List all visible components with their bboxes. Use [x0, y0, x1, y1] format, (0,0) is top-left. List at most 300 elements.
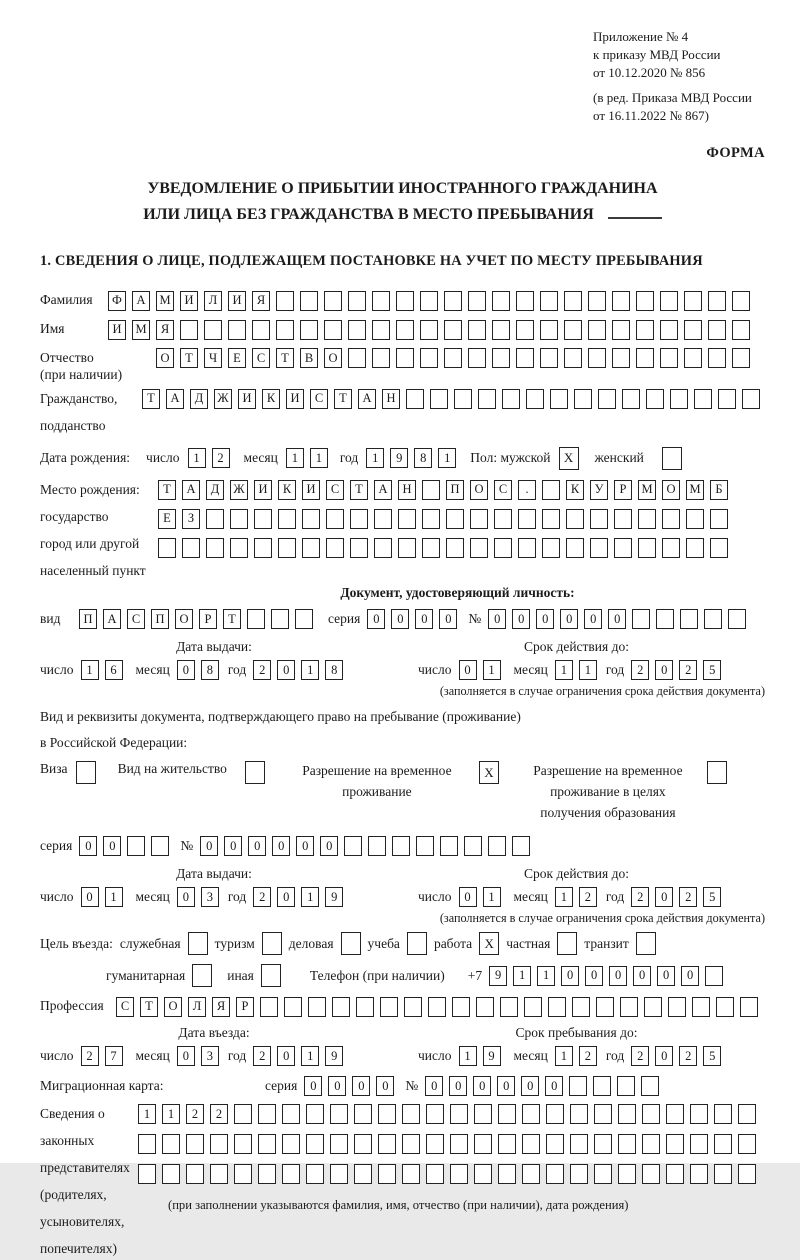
- char-cell[interactable]: И: [108, 320, 126, 340]
- char-cell[interactable]: С: [310, 389, 328, 409]
- char-cell[interactable]: 0: [376, 1076, 394, 1096]
- purpose-study-checkbox[interactable]: [407, 932, 427, 955]
- char-cell[interactable]: К: [262, 389, 280, 409]
- char-cell[interactable]: [282, 1134, 300, 1154]
- char-cell[interactable]: [614, 509, 632, 529]
- char-cell[interactable]: 0: [304, 1076, 322, 1096]
- char-cell[interactable]: [494, 538, 512, 558]
- char-cell[interactable]: [690, 1164, 708, 1184]
- char-cell[interactable]: 0: [81, 887, 99, 907]
- char-cell[interactable]: Т: [223, 609, 241, 629]
- char-cell[interactable]: 9: [390, 448, 408, 468]
- char-cell[interactable]: [278, 509, 296, 529]
- char-cell[interactable]: С: [127, 609, 145, 629]
- char-cell[interactable]: 8: [414, 448, 432, 468]
- char-cell[interactable]: 2: [631, 660, 649, 680]
- purpose-work-checkbox[interactable]: X: [479, 932, 499, 955]
- char-cell[interactable]: 2: [579, 1046, 597, 1066]
- char-cell[interactable]: [254, 538, 272, 558]
- char-cell[interactable]: [522, 1134, 540, 1154]
- char-cell[interactable]: [617, 1076, 635, 1096]
- purpose-business-checkbox[interactable]: [341, 932, 361, 955]
- char-cell[interactable]: 0: [248, 836, 266, 856]
- char-cell[interactable]: 0: [177, 660, 195, 680]
- char-cell[interactable]: У: [590, 480, 608, 500]
- char-cell[interactable]: 1: [579, 660, 597, 680]
- char-cell[interactable]: 8: [201, 660, 219, 680]
- char-cell[interactable]: [206, 509, 224, 529]
- char-cell[interactable]: [282, 1164, 300, 1184]
- char-cell[interactable]: 0: [609, 966, 627, 986]
- char-cell[interactable]: [714, 1134, 732, 1154]
- char-cell[interactable]: 0: [681, 966, 699, 986]
- char-cell[interactable]: [440, 836, 458, 856]
- char-cell[interactable]: [620, 997, 638, 1017]
- char-cell[interactable]: Я: [212, 997, 230, 1017]
- char-cell[interactable]: 0: [488, 609, 506, 629]
- char-cell[interactable]: [282, 1104, 300, 1124]
- purpose-humanitarian-checkbox[interactable]: [192, 964, 212, 987]
- char-cell[interactable]: [354, 1104, 372, 1124]
- char-cell[interactable]: 1: [162, 1104, 180, 1124]
- char-cell[interactable]: [680, 609, 698, 629]
- char-cell[interactable]: Р: [199, 609, 217, 629]
- char-cell[interactable]: [230, 509, 248, 529]
- char-cell[interactable]: А: [358, 389, 376, 409]
- char-cell[interactable]: [512, 836, 530, 856]
- char-cell[interactable]: [402, 1164, 420, 1184]
- char-cell[interactable]: Я: [156, 320, 174, 340]
- sex-male-checkbox[interactable]: X: [559, 447, 579, 470]
- char-cell[interactable]: 2: [253, 887, 271, 907]
- char-cell[interactable]: [474, 1134, 492, 1154]
- char-cell[interactable]: [666, 1134, 684, 1154]
- char-cell[interactable]: [284, 997, 302, 1017]
- char-cell[interactable]: 0: [473, 1076, 491, 1096]
- char-cell[interactable]: [708, 291, 726, 311]
- char-cell[interactable]: 1: [366, 448, 384, 468]
- char-cell[interactable]: 0: [657, 966, 675, 986]
- char-cell[interactable]: И: [238, 389, 256, 409]
- char-cell[interactable]: [548, 997, 566, 1017]
- char-cell[interactable]: [714, 1104, 732, 1124]
- char-cell[interactable]: 0: [367, 609, 385, 629]
- char-cell[interactable]: [660, 291, 678, 311]
- char-cell[interactable]: Р: [236, 997, 254, 1017]
- char-cell[interactable]: 0: [79, 836, 97, 856]
- char-cell[interactable]: Т: [276, 348, 294, 368]
- char-cell[interactable]: 1: [555, 660, 573, 680]
- char-cell[interactable]: П: [446, 480, 464, 500]
- char-cell[interactable]: [234, 1104, 252, 1124]
- char-cell[interactable]: [210, 1164, 228, 1184]
- char-cell[interactable]: [564, 348, 582, 368]
- char-cell[interactable]: 0: [608, 609, 626, 629]
- char-cell[interactable]: [588, 320, 606, 340]
- char-cell[interactable]: [524, 997, 542, 1017]
- char-cell[interactable]: [632, 609, 650, 629]
- char-cell[interactable]: О: [175, 609, 193, 629]
- char-cell[interactable]: [276, 320, 294, 340]
- char-cell[interactable]: [392, 836, 410, 856]
- char-cell[interactable]: [642, 1134, 660, 1154]
- char-cell[interactable]: [542, 538, 560, 558]
- char-cell[interactable]: 0: [633, 966, 651, 986]
- char-cell[interactable]: [642, 1164, 660, 1184]
- char-cell[interactable]: [468, 348, 486, 368]
- char-cell[interactable]: [378, 1104, 396, 1124]
- char-cell[interactable]: [396, 291, 414, 311]
- char-cell[interactable]: [416, 836, 434, 856]
- char-cell[interactable]: [526, 389, 544, 409]
- char-cell[interactable]: [422, 538, 440, 558]
- char-cell[interactable]: [300, 291, 318, 311]
- rvp-checkbox[interactable]: X: [479, 761, 499, 784]
- char-cell[interactable]: 2: [631, 1046, 649, 1066]
- char-cell[interactable]: Л: [188, 997, 206, 1017]
- char-cell[interactable]: [406, 389, 424, 409]
- char-cell[interactable]: 9: [489, 966, 507, 986]
- char-cell[interactable]: [186, 1134, 204, 1154]
- char-cell[interactable]: 0: [439, 609, 457, 629]
- char-cell[interactable]: [588, 348, 606, 368]
- char-cell[interactable]: [426, 1164, 444, 1184]
- char-cell[interactable]: [450, 1164, 468, 1184]
- char-cell[interactable]: [612, 291, 630, 311]
- char-cell[interactable]: [430, 389, 448, 409]
- char-cell[interactable]: [234, 1164, 252, 1184]
- char-cell[interactable]: [670, 389, 688, 409]
- char-cell[interactable]: [348, 348, 366, 368]
- char-cell[interactable]: .: [518, 480, 536, 500]
- char-cell[interactable]: [500, 997, 518, 1017]
- char-cell[interactable]: [476, 997, 494, 1017]
- char-cell[interactable]: 1: [459, 1046, 477, 1066]
- char-cell[interactable]: [684, 348, 702, 368]
- char-cell[interactable]: [468, 291, 486, 311]
- char-cell[interactable]: [593, 1076, 611, 1096]
- char-cell[interactable]: О: [470, 480, 488, 500]
- char-cell[interactable]: 1: [555, 887, 573, 907]
- char-cell[interactable]: [710, 509, 728, 529]
- char-cell[interactable]: [344, 836, 362, 856]
- char-cell[interactable]: [398, 538, 416, 558]
- char-cell[interactable]: [494, 509, 512, 529]
- char-cell[interactable]: [566, 538, 584, 558]
- char-cell[interactable]: С: [494, 480, 512, 500]
- char-cell[interactable]: [210, 1134, 228, 1154]
- char-cell[interactable]: [738, 1134, 756, 1154]
- char-cell[interactable]: [186, 1164, 204, 1184]
- char-cell[interactable]: [569, 1076, 587, 1096]
- char-cell[interactable]: 1: [483, 887, 501, 907]
- char-cell[interactable]: [127, 836, 145, 856]
- char-cell[interactable]: К: [278, 480, 296, 500]
- char-cell[interactable]: 0: [497, 1076, 515, 1096]
- char-cell[interactable]: С: [116, 997, 134, 1017]
- char-cell[interactable]: 1: [438, 448, 456, 468]
- char-cell[interactable]: А: [132, 291, 150, 311]
- char-cell[interactable]: [446, 538, 464, 558]
- char-cell[interactable]: [686, 538, 704, 558]
- char-cell[interactable]: 0: [391, 609, 409, 629]
- char-cell[interactable]: [470, 509, 488, 529]
- char-cell[interactable]: [326, 538, 344, 558]
- char-cell[interactable]: М: [686, 480, 704, 500]
- char-cell[interactable]: [354, 1164, 372, 1184]
- char-cell[interactable]: [378, 1134, 396, 1154]
- char-cell[interactable]: [302, 538, 320, 558]
- char-cell[interactable]: М: [132, 320, 150, 340]
- char-cell[interactable]: [550, 389, 568, 409]
- char-cell[interactable]: [180, 320, 198, 340]
- char-cell[interactable]: [372, 291, 390, 311]
- char-cell[interactable]: Я: [252, 291, 270, 311]
- char-cell[interactable]: 0: [521, 1076, 539, 1096]
- char-cell[interactable]: [618, 1104, 636, 1124]
- char-cell[interactable]: [138, 1134, 156, 1154]
- char-cell[interactable]: [332, 997, 350, 1017]
- char-cell[interactable]: [330, 1104, 348, 1124]
- char-cell[interactable]: 9: [325, 887, 343, 907]
- char-cell[interactable]: 0: [328, 1076, 346, 1096]
- char-cell[interactable]: [420, 320, 438, 340]
- char-cell[interactable]: 1: [286, 448, 304, 468]
- char-cell[interactable]: 2: [253, 1046, 271, 1066]
- char-cell[interactable]: 5: [703, 1046, 721, 1066]
- char-cell[interactable]: [642, 1104, 660, 1124]
- char-cell[interactable]: 1: [301, 1046, 319, 1066]
- char-cell[interactable]: [420, 291, 438, 311]
- char-cell[interactable]: [656, 609, 674, 629]
- char-cell[interactable]: [732, 291, 750, 311]
- char-cell[interactable]: 0: [352, 1076, 370, 1096]
- char-cell[interactable]: [374, 538, 392, 558]
- char-cell[interactable]: М: [638, 480, 656, 500]
- char-cell[interactable]: [450, 1134, 468, 1154]
- char-cell[interactable]: [234, 1134, 252, 1154]
- char-cell[interactable]: [404, 997, 422, 1017]
- char-cell[interactable]: А: [166, 389, 184, 409]
- char-cell[interactable]: [368, 836, 386, 856]
- char-cell[interactable]: К: [566, 480, 584, 500]
- char-cell[interactable]: О: [662, 480, 680, 500]
- char-cell[interactable]: 0: [536, 609, 554, 629]
- char-cell[interactable]: 5: [703, 660, 721, 680]
- char-cell[interactable]: [518, 538, 536, 558]
- char-cell[interactable]: С: [326, 480, 344, 500]
- char-cell[interactable]: [590, 509, 608, 529]
- char-cell[interactable]: [324, 320, 342, 340]
- char-cell[interactable]: Р: [614, 480, 632, 500]
- char-cell[interactable]: 2: [679, 887, 697, 907]
- char-cell[interactable]: 3: [201, 887, 219, 907]
- char-cell[interactable]: [444, 348, 462, 368]
- char-cell[interactable]: 2: [679, 1046, 697, 1066]
- char-cell[interactable]: З: [182, 509, 200, 529]
- char-cell[interactable]: Т: [350, 480, 368, 500]
- char-cell[interactable]: [622, 389, 640, 409]
- char-cell[interactable]: 0: [177, 887, 195, 907]
- char-cell[interactable]: [732, 320, 750, 340]
- char-cell[interactable]: [308, 997, 326, 1017]
- char-cell[interactable]: 0: [277, 660, 295, 680]
- char-cell[interactable]: [684, 320, 702, 340]
- char-cell[interactable]: [690, 1134, 708, 1154]
- char-cell[interactable]: [570, 1164, 588, 1184]
- char-cell[interactable]: 9: [483, 1046, 501, 1066]
- char-cell[interactable]: [324, 291, 342, 311]
- char-cell[interactable]: [708, 348, 726, 368]
- char-cell[interactable]: [636, 348, 654, 368]
- char-cell[interactable]: [450, 1104, 468, 1124]
- char-cell[interactable]: 0: [200, 836, 218, 856]
- char-cell[interactable]: 0: [560, 609, 578, 629]
- char-cell[interactable]: [372, 348, 390, 368]
- char-cell[interactable]: [662, 509, 680, 529]
- char-cell[interactable]: 2: [210, 1104, 228, 1124]
- char-cell[interactable]: [668, 997, 686, 1017]
- char-cell[interactable]: [666, 1164, 684, 1184]
- char-cell[interactable]: 1: [483, 660, 501, 680]
- char-cell[interactable]: 0: [545, 1076, 563, 1096]
- char-cell[interactable]: [428, 997, 446, 1017]
- char-cell[interactable]: И: [286, 389, 304, 409]
- purpose-other-checkbox[interactable]: [261, 964, 281, 987]
- char-cell[interactable]: [498, 1104, 516, 1124]
- char-cell[interactable]: [540, 320, 558, 340]
- char-cell[interactable]: [612, 348, 630, 368]
- char-cell[interactable]: [378, 1164, 396, 1184]
- char-cell[interactable]: Д: [190, 389, 208, 409]
- char-cell[interactable]: 2: [253, 660, 271, 680]
- char-cell[interactable]: [692, 997, 710, 1017]
- char-cell[interactable]: [718, 389, 736, 409]
- char-cell[interactable]: [488, 836, 506, 856]
- char-cell[interactable]: [258, 1134, 276, 1154]
- char-cell[interactable]: 0: [561, 966, 579, 986]
- char-cell[interactable]: О: [324, 348, 342, 368]
- char-cell[interactable]: [356, 997, 374, 1017]
- char-cell[interactable]: [618, 1164, 636, 1184]
- char-cell[interactable]: [422, 509, 440, 529]
- rvp-education-checkbox[interactable]: [707, 761, 727, 784]
- char-cell[interactable]: [502, 389, 520, 409]
- char-cell[interactable]: 8: [325, 660, 343, 680]
- purpose-private-checkbox[interactable]: [557, 932, 577, 955]
- char-cell[interactable]: [138, 1164, 156, 1184]
- char-cell[interactable]: А: [374, 480, 392, 500]
- char-cell[interactable]: 1: [301, 660, 319, 680]
- char-cell[interactable]: Т: [334, 389, 352, 409]
- char-cell[interactable]: 1: [81, 660, 99, 680]
- char-cell[interactable]: [247, 609, 265, 629]
- char-cell[interactable]: 0: [449, 1076, 467, 1096]
- char-cell[interactable]: [644, 997, 662, 1017]
- char-cell[interactable]: [330, 1164, 348, 1184]
- char-cell[interactable]: 1: [310, 448, 328, 468]
- char-cell[interactable]: [638, 538, 656, 558]
- char-cell[interactable]: 3: [201, 1046, 219, 1066]
- char-cell[interactable]: 0: [415, 609, 433, 629]
- char-cell[interactable]: [464, 836, 482, 856]
- char-cell[interactable]: [596, 997, 614, 1017]
- char-cell[interactable]: [636, 291, 654, 311]
- sex-female-checkbox[interactable]: [662, 447, 682, 470]
- char-cell[interactable]: [542, 480, 560, 500]
- char-cell[interactable]: 5: [703, 887, 721, 907]
- char-cell[interactable]: [738, 1164, 756, 1184]
- char-cell[interactable]: Ч: [204, 348, 222, 368]
- char-cell[interactable]: 1: [188, 448, 206, 468]
- char-cell[interactable]: [302, 509, 320, 529]
- char-cell[interactable]: [564, 291, 582, 311]
- char-cell[interactable]: [162, 1164, 180, 1184]
- char-cell[interactable]: Ж: [230, 480, 248, 500]
- char-cell[interactable]: [516, 320, 534, 340]
- char-cell[interactable]: [396, 320, 414, 340]
- char-cell[interactable]: 0: [224, 836, 242, 856]
- char-cell[interactable]: О: [156, 348, 174, 368]
- char-cell[interactable]: 0: [277, 1046, 295, 1066]
- char-cell[interactable]: 0: [585, 966, 603, 986]
- char-cell[interactable]: [474, 1104, 492, 1124]
- char-cell[interactable]: [348, 320, 366, 340]
- char-cell[interactable]: [546, 1104, 564, 1124]
- char-cell[interactable]: 0: [655, 660, 673, 680]
- char-cell[interactable]: 0: [512, 609, 530, 629]
- char-cell[interactable]: О: [164, 997, 182, 1017]
- char-cell[interactable]: [598, 389, 616, 409]
- char-cell[interactable]: [398, 509, 416, 529]
- char-cell[interactable]: И: [302, 480, 320, 500]
- char-cell[interactable]: [254, 509, 272, 529]
- char-cell[interactable]: [350, 509, 368, 529]
- char-cell[interactable]: 1: [301, 887, 319, 907]
- char-cell[interactable]: [566, 509, 584, 529]
- char-cell[interactable]: [402, 1104, 420, 1124]
- char-cell[interactable]: [426, 1134, 444, 1154]
- char-cell[interactable]: [594, 1164, 612, 1184]
- char-cell[interactable]: 1: [513, 966, 531, 986]
- char-cell[interactable]: И: [180, 291, 198, 311]
- char-cell[interactable]: 1: [138, 1104, 156, 1124]
- char-cell[interactable]: Л: [204, 291, 222, 311]
- char-cell[interactable]: [374, 509, 392, 529]
- char-cell[interactable]: [708, 320, 726, 340]
- char-cell[interactable]: 1: [537, 966, 555, 986]
- purpose-official-checkbox[interactable]: [188, 932, 208, 955]
- char-cell[interactable]: Ф: [108, 291, 126, 311]
- char-cell[interactable]: [162, 1134, 180, 1154]
- char-cell[interactable]: [158, 538, 176, 558]
- char-cell[interactable]: [498, 1134, 516, 1154]
- char-cell[interactable]: [271, 609, 289, 629]
- char-cell[interactable]: [646, 389, 664, 409]
- char-cell[interactable]: [666, 1104, 684, 1124]
- char-cell[interactable]: 2: [186, 1104, 204, 1124]
- char-cell[interactable]: [492, 348, 510, 368]
- char-cell[interactable]: В: [300, 348, 318, 368]
- residence-permit-checkbox[interactable]: [245, 761, 265, 784]
- char-cell[interactable]: [614, 538, 632, 558]
- char-cell[interactable]: [705, 966, 723, 986]
- char-cell[interactable]: [348, 291, 366, 311]
- purpose-transit-checkbox[interactable]: [636, 932, 656, 955]
- char-cell[interactable]: [252, 320, 270, 340]
- char-cell[interactable]: [641, 1076, 659, 1096]
- char-cell[interactable]: [468, 320, 486, 340]
